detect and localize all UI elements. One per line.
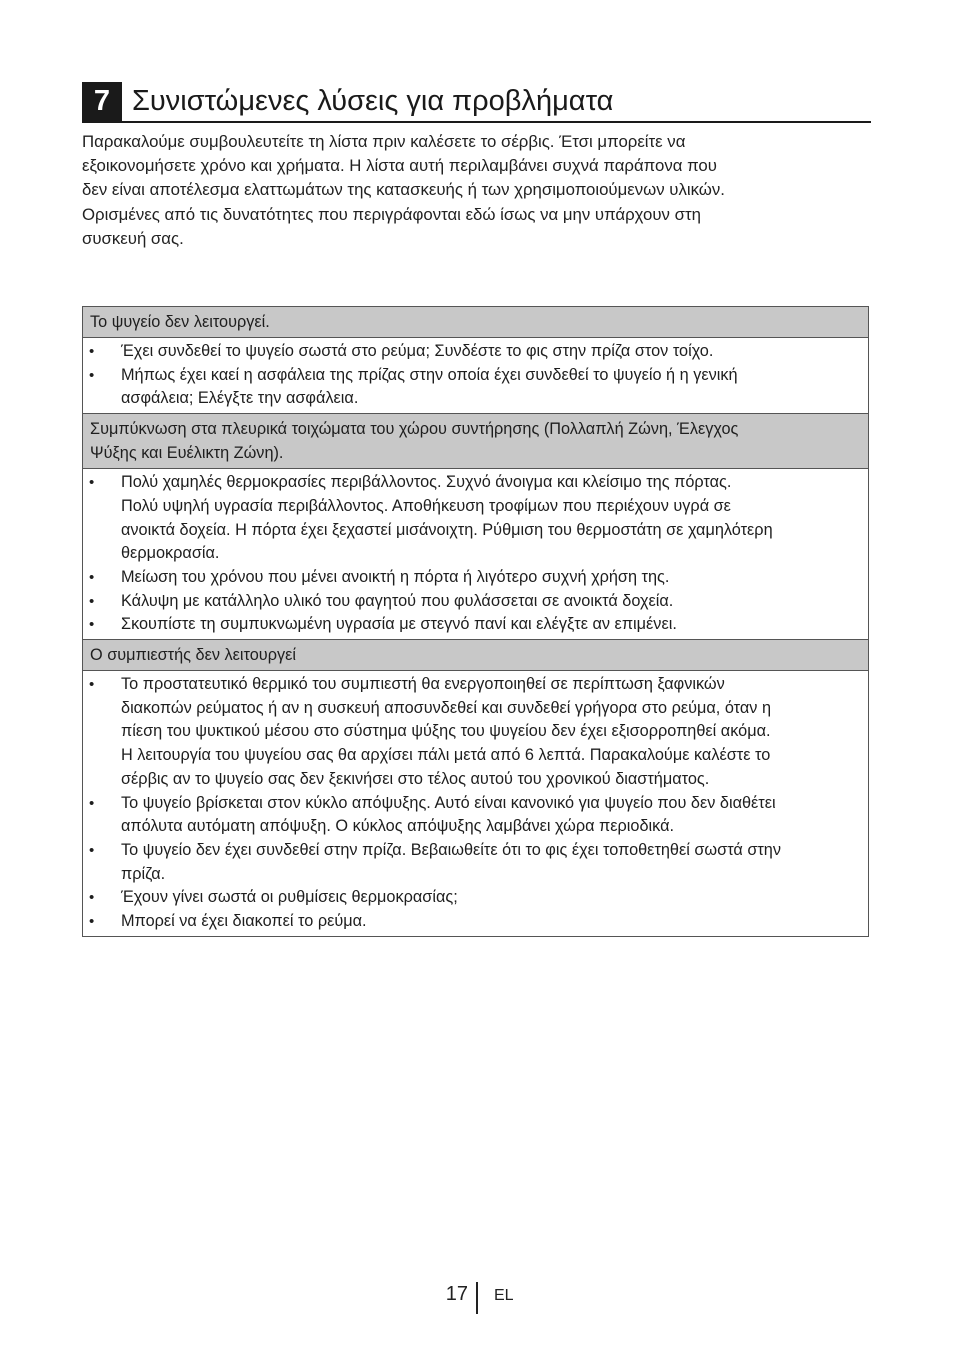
list-item	[89, 471, 864, 566]
solution-text: Το προστατευτικό θερμικό του συμπιεστή θα ενεργοποιηθεί σε περίπτωση ξαφνικών	[121, 675, 725, 694]
solution-text: διακοπών ρεύματος ή αν η συσκευή αποσυνδεθεί και συνδεθεί γρήγορα στο ρεύμα, όταν η	[121, 698, 771, 717]
list-item	[89, 590, 864, 614]
intro-line: εξοικονομήσετε χρόνο και χρήματα. Η λίστα αυτή περιλαμβάνει συχνά παράπονα που	[82, 156, 717, 176]
bullet-icon: •	[89, 676, 95, 694]
solution-text: ασφάλεια; Ελέγξτε την ασφάλεια.	[121, 389, 359, 408]
list-item	[89, 566, 864, 590]
solution-text: Μήπως έχει καεί η ασφάλεια της πρίζας στην οποία έχει συνδεθεί το ψυγείο ή η γενική	[121, 365, 738, 384]
language-code: EL	[494, 1287, 514, 1304]
solution-text: Το ψυγείο βρίσκεται στον κύκλο απόψυξης. Αυτό είναι κανονικό για ψυγείο που δεν διαθέτει	[121, 793, 776, 812]
problem-text: Ψύξης και Ευέλικτη Ζώνη).	[90, 444, 284, 463]
solution-text: σέρβις αν το ψυγείο σας δεν ξεκινήσει στο τέλος αυτού του χρονικού διαστήματος.	[121, 769, 710, 788]
solution-text: Σκουπίστε τη συμπυκνωμένη υγρασία με στεγνό πανί και ελέγξτε αν επιμένει.	[121, 615, 677, 634]
list-item	[89, 839, 864, 886]
list-item	[89, 886, 864, 910]
intro-line: Παρακαλούμε συμβουλευτείτε τη λίστα πριν καλέσετε το σέρβις. Έτσι μπορείτε να	[82, 132, 686, 151]
footer-divider	[476, 1282, 478, 1314]
problem-text: Συμπύκνωση στα πλευρικά τοιχώματα του χώρου συντήρησης (Πολλαπλή Ζώνη, Έλεγχος	[90, 420, 739, 439]
bullet-icon: •	[89, 592, 95, 610]
bullet-icon: •	[89, 474, 95, 492]
bullet-icon: •	[89, 616, 95, 634]
solution-list	[83, 671, 868, 936]
list-item	[89, 364, 864, 411]
solution-text: πρίζα.	[121, 864, 166, 883]
problem-row	[83, 307, 868, 338]
solution-text: Το ψυγείο δεν έχει συνδεθεί στην πρίζα. Βεβαιωθείτε ότι το φις έχει τοποθετηθεί σωστά στην	[121, 840, 782, 859]
solution-text: απόλυτα αυτόματη απόψυξη. Ο κύκλος απόψυξης λαμβάνει χώρα περιοδικά.	[121, 817, 675, 836]
intro-line: δεν είναι αποτέλεσμα ελαττωμάτων της κατασκευής ή των χρησιμοποιούμενων υλικών.	[82, 180, 725, 200]
solution-text: θερμοκρασία.	[121, 544, 220, 563]
solution-text: Κάλυψη με κατάλληλο υλικό του φαγητού που φυλάσσεται σε ανοικτά δοχεία.	[121, 591, 674, 610]
bullet-icon: •	[89, 889, 95, 907]
solution-text: Η λειτουργία του ψυγείου σας θα αρχίσει πάλι μετά από 6 λεπτά. Παρακαλούμε καλέστε το	[121, 746, 771, 765]
solution-text: ανοικτά δοχεία. Η πόρτα έχει ξεχαστεί μισάνοιχτη. Ρύθμιση του θερμοστάτη σε χαμηλότερη	[121, 520, 773, 539]
problem-row	[83, 640, 868, 671]
intro-line: συσκευή σας.	[82, 228, 184, 248]
page-title: Συνιστώμενες λύσεις για προβλήματα	[132, 85, 614, 117]
problem-text: Ο συμπιεστής δεν λειτουργεί	[90, 646, 296, 665]
solution-text: Πολύ χαμηλές θερμοκρασίες περιβάλλοντος. Συχνό άνοιγμα και κλείσιμο της πόρτας.	[121, 473, 732, 492]
intro-paragraph	[82, 130, 872, 251]
intro-line: Ορισμένες από τις δυνατότητες που περιγράφονται εδώ ίσως να μην υπάρχουν στη	[82, 204, 701, 224]
section-number: 7	[82, 82, 122, 121]
bullet-icon: •	[89, 366, 95, 384]
list-item	[89, 792, 864, 839]
solution-text: Έχει συνδεθεί το ψυγείο σωστά στο ρεύμα; Συνδέστε το φις στην πρίζα στον τοίχο.	[121, 342, 714, 360]
page-number: 17	[445, 1283, 468, 1305]
troubleshooting-table	[82, 306, 869, 937]
bullet-icon: •	[89, 343, 95, 360]
solution-text: Μείωση του χρόνου που μένει ανοικτή η πόρτα ή λιγότερο συχνή χρήση της.	[121, 567, 670, 586]
list-item	[89, 340, 864, 364]
solution-text: Έχουν γίνει σωστά οι ρυθμίσεις θερμοκρασίας;	[121, 888, 458, 907]
list-item	[89, 673, 864, 792]
bullet-icon: •	[89, 913, 95, 931]
bullet-icon: •	[89, 794, 95, 812]
solution-text: Πολύ υψηλή υγρασία περιβάλλοντος. Αποθήκευση τροφίμων που περιέχουν υγρά σε	[121, 496, 731, 515]
problem-row	[83, 414, 868, 469]
section-heading	[82, 82, 871, 123]
solution-list	[83, 338, 868, 414]
solution-text: πίεση του ψυκτικού μέσου στο σύστημα ψύξης του ψυγείου δεν έχει εξισορροπηθεί ακόμα.	[121, 722, 771, 741]
bullet-icon: •	[89, 841, 95, 859]
list-item	[89, 910, 864, 934]
problem-text: Το ψυγείο δεν λειτουργεί.	[90, 313, 270, 331]
bullet-icon: •	[89, 568, 95, 586]
list-item	[89, 613, 864, 637]
solution-list	[83, 469, 868, 640]
solution-text: Μπορεί να έχει διακοπεί το ρεύμα.	[121, 912, 367, 931]
